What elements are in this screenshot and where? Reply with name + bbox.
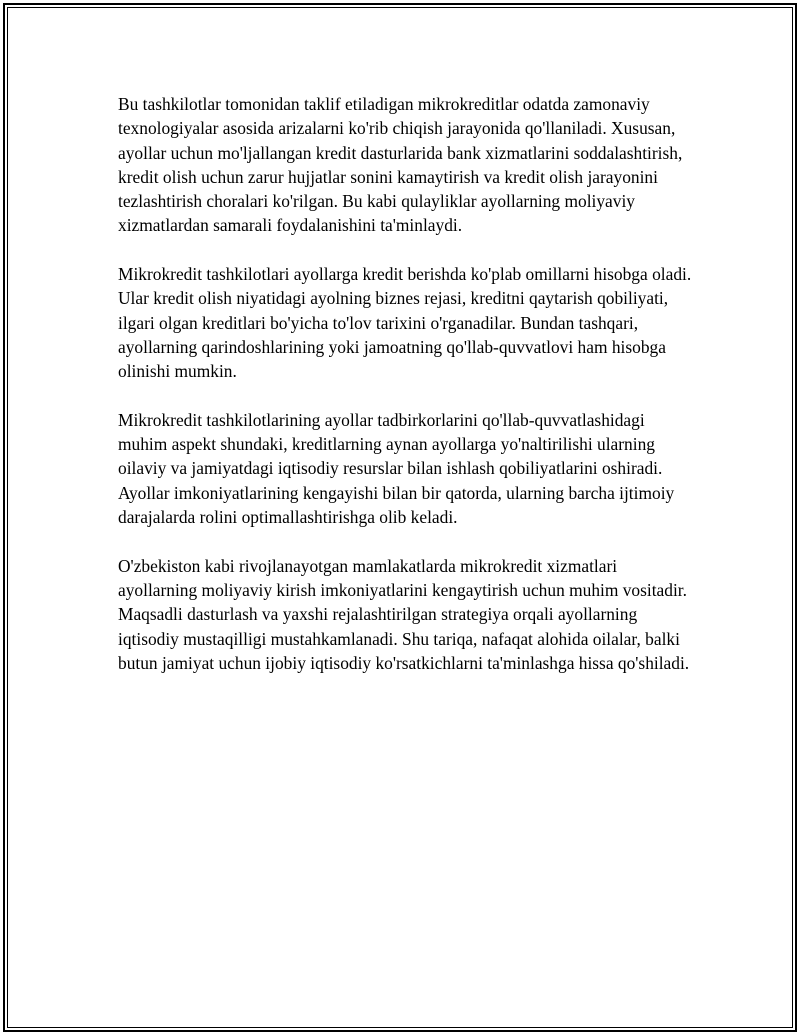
paragraph-3: Mikrokredit tashkilotlarining ayollar tadbirkorlarini qo'llab-quvvatlashidagi muhim aspekt shundaki, kreditlarning aynan ayollarga yo'naltirilishi ularning oilaviy va jamiyatdagi iqtisodiy resurslar bilan ishlash qobiliyatlarini oshiradi. Ayollar imkoniyatlarining kengayishi bilan bir qatorda, ularning barcha ijtimoiy darajalarda rolini optimallashtirishga olib keladi. [118,409,675,528]
paragraph-1: Bu tashkilotlar tomonidan taklif etiladigan mikrokreditlar odatda zamonaviy texnologiyalar asosida arizalarni ko'rib chiqish jarayonida qo'llaniladi. Xususan, ayollar uchun mo'ljallangan kredit dasturlarida bank xizmatlarini soddalashtirish, kredit olish uchun zarur hujjatlar sonini kamaytirish va kredit olish jarayonini tezlashtirish choralari ko'rilgan. Bu kabi qulayliklar ayollarning moliyaviy xizmatlardan samarali foydalanishini ta'minlaydi. [118,94,683,236]
document-body [118,92,698,699]
paragraph-4: O'zbekiston kabi rivojlanayotgan mamlakatlarda mikrokredit xizmatlari ayollarning moliyaviy kirish imkoniyatlarini kengaytirish uchun muhim vositadir. Maqsadli dasturlash va yaxshi rejalashtirilgan strategiya orqali ayollarning iqtisodiy mustaqilligi mustahkamlanadi. Shu tariqa, nafaqat alohida oilalar, balki butun jamiyat uchun ijobiy iqtisodiy ko'rsatkichlarni ta'minlashga hissa qo'shiladi. [118,555,690,673]
paragraph-2: Mikrokredit tashkilotlari ayollarga kredit berishda ko'plab omillarni hisobga oladi. Ular kredit olish niyatidagi ayolning biznes rejasi, kreditni qaytarish qobiliyati, ilgari olgan kreditlari bo'yicha to'lov tarixini o'rganadilar. Bundan tashqari, ayollarning qarindoshlarining yoki jamoatning qo'llab-quvvatlovi ham hisobga olinishi mumkin. [118,264,692,382]
